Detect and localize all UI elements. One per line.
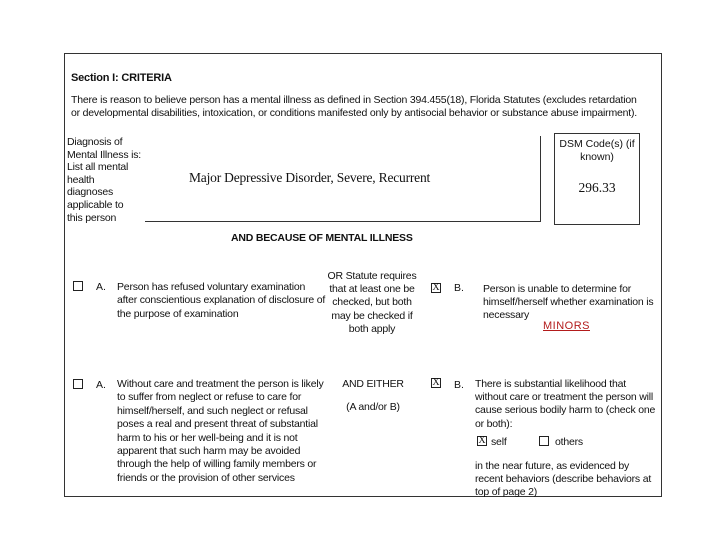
row2-a-checkbox[interactable] <box>73 379 83 389</box>
diagnosis-value: Major Depressive Disorder, Severe, Recurrent <box>189 170 431 185</box>
row2-middle-a-and-or-b: (A and/or B) <box>346 401 400 413</box>
dsm-code-box[interactable] <box>554 133 640 225</box>
row2-a-text: Without care and treatment the person is likely to suffer from neglect or refuse to care for himself/herself, and such neglect or refusal poses a real and present threat of substantial harm to his or her well-being and it is not apparent that such harm may be avoided through the help of willing family members or friends or the provision of other services <box>117 378 324 484</box>
dsm-code-label: DSM Code(s) (if known) <box>559 138 635 163</box>
self-checkbox[interactable]: X <box>478 435 486 446</box>
row2-middle-and-either: AND EITHER <box>342 378 404 390</box>
because-heading: AND BECAUSE OF MENTAL ILLNESS <box>231 232 413 244</box>
row2-footer-text: in the near future, as evidenced by recent behaviors (describe behaviors at top of page 2) <box>475 460 652 499</box>
others-checkbox[interactable] <box>539 436 549 446</box>
section-intro: There is reason to believe person has a mental illness as defined in Section 394.455(18), Florida Statutes (excludes retardation or developmental disabilities, intoxication, or conditions manifested only by antisocial behavior or substance abuse impairment). <box>71 94 638 119</box>
self-label: self <box>491 436 507 448</box>
row1-middle-text: OR Statute requires that at least one be checked, but both may be checked if both apply <box>327 270 417 335</box>
dsm-code-value: 296.33 <box>578 180 616 195</box>
row1-a-text: Person has refused voluntary examination after conscientious explanation of disclosure of the purpose of examination <box>117 281 326 320</box>
row2-b-text: There is substantial likelihood that without care or treatment the person will cause serious bodily harm to (check one or both): <box>475 378 656 430</box>
row1-a-letter: A. <box>96 281 106 293</box>
others-label: others <box>555 436 583 448</box>
row1-b-text: Person is unable to determine for himself/herself whether examination is necessary <box>483 283 654 322</box>
section-title: Section I: CRITERIA <box>71 72 172 84</box>
criteria-form <box>64 53 662 497</box>
minors-label: MINORS <box>543 320 590 332</box>
row2-a-letter: A. <box>96 379 106 391</box>
row2-b-checkbox[interactable]: X <box>432 377 440 388</box>
row1-a-checkbox[interactable] <box>73 281 83 291</box>
row2-b-letter: B. <box>454 379 464 391</box>
row1-b-letter: B. <box>454 282 464 294</box>
row1-b-checkbox[interactable]: X <box>432 282 440 293</box>
diagnosis-label: Diagnosis of Mental Illness is: List all mental health diagnoses applicable to this person <box>67 136 142 224</box>
